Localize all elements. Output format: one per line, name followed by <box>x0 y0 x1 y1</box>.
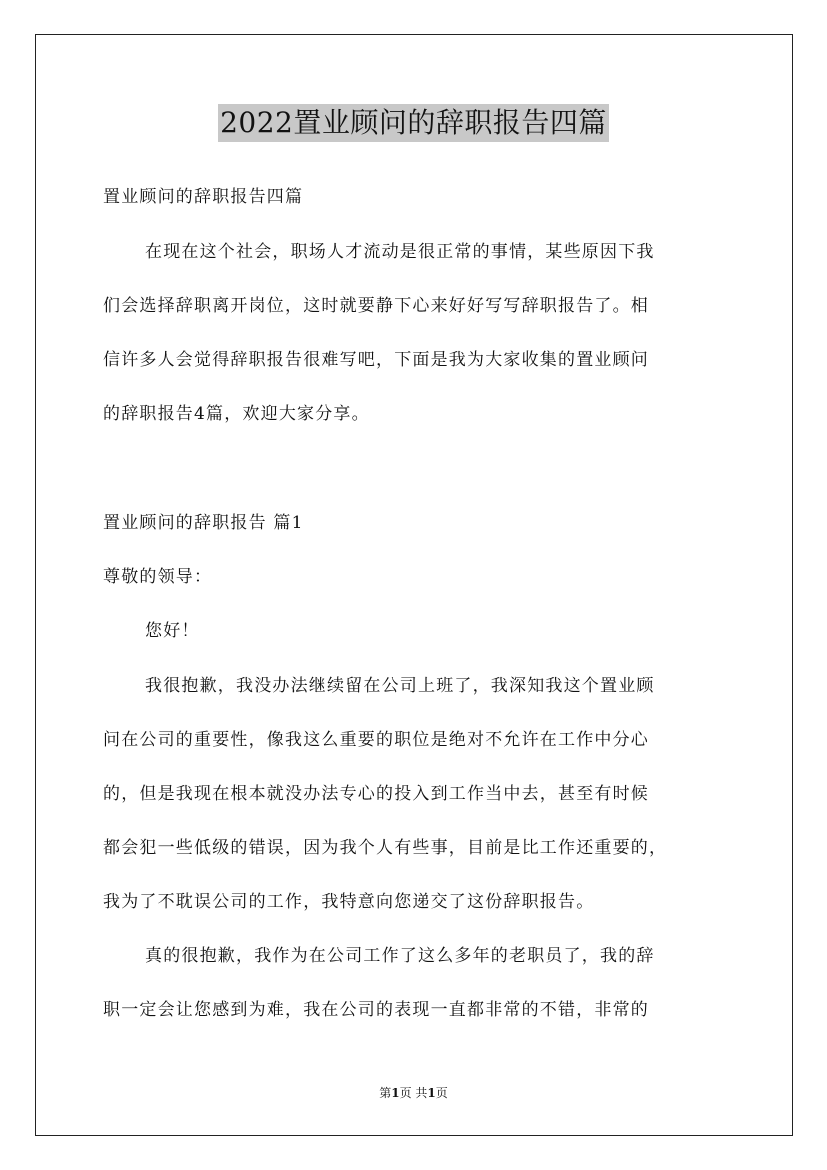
greeting: 您好！ <box>145 621 200 641</box>
paragraph-line: 都会犯一些低级的错误，因为我个人有些事，目前是比工作还重要的， <box>103 838 668 858</box>
footer-mid: 页 共 <box>399 1086 428 1100</box>
section-heading: 置业顾问的辞职报告 篇1 <box>103 513 304 533</box>
paragraph-line: 的，但是我现在根本就没办法专心的投入到工作当中去，甚至有时候 <box>103 784 649 804</box>
paragraph-line: 我为了不耽误公司的工作，我特意向您递交了这份辞职报告。 <box>103 892 595 912</box>
paragraph-line: 职一定会让您感到为难，我在公司的表现一直都非常的不错，非常的 <box>103 1000 649 1020</box>
paragraph-line: 真的很抱歉，我作为在公司工作了这么多年的老职员了，我的辞 <box>145 946 655 966</box>
paragraph-line: 问在公司的重要性，像我这么重要的职位是绝对不允许在工作中分心 <box>103 730 649 750</box>
intro-line: 在现在这个社会，职场人才流动是很正常的事情，某些原因下我 <box>145 242 655 262</box>
total-pages: 1 <box>427 1086 436 1100</box>
footer-suffix: 页 <box>435 1086 448 1100</box>
paragraph-line: 我很抱歉，我没办法继续留在公司上班了，我深知我这个置业顾 <box>145 676 655 696</box>
page-number: 1 <box>391 1086 400 1100</box>
intro-line: 信许多人会觉得辞职报告很难写吧，下面是我为大家收集的置业顾问 <box>103 350 649 370</box>
page-footer <box>0 1084 827 1101</box>
salutation: 尊敬的领导： <box>103 567 213 587</box>
document-title: 2022置业顾问的辞职报告四篇 <box>218 104 609 142</box>
intro-line: 们会选择辞职离开岗位，这时就要静下心来好好写写辞职报告了。相 <box>103 296 649 316</box>
intro-line: 的辞职报告4篇，欢迎大家分享。 <box>103 404 370 424</box>
title-container <box>0 104 827 142</box>
document-subtitle: 置业顾问的辞职报告四篇 <box>103 187 304 207</box>
footer-prefix: 第 <box>379 1086 392 1100</box>
